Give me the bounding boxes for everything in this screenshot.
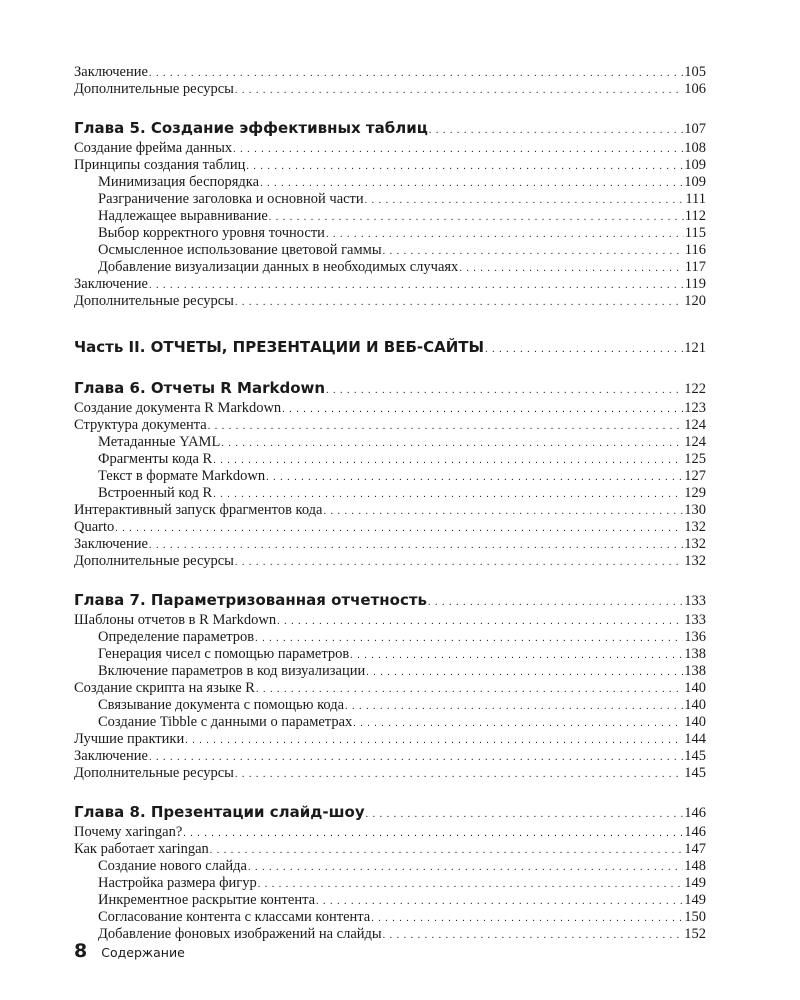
toc-entry-title: Глава 5. Создание эффективных таблиц (74, 119, 428, 137)
toc-entry-title: Определение параметров (98, 629, 255, 645)
toc-chapter-heading (74, 801, 706, 823)
dot-leader (353, 715, 683, 732)
toc-entry (74, 64, 706, 81)
toc-entry-title: Создание нового слайда (98, 858, 247, 874)
toc-entry-page: 148 (684, 858, 706, 874)
toc-entry-page: 115 (684, 225, 706, 241)
toc-entry (74, 208, 706, 225)
toc-entry (74, 553, 706, 570)
toc-entry (74, 629, 706, 646)
toc-entry-page: 127 (684, 468, 706, 484)
toc-entry-title: Заключение (74, 748, 148, 764)
toc-entry (74, 858, 706, 875)
toc-entry-page: 124 (684, 417, 706, 433)
toc-entry-page: 149 (684, 892, 706, 908)
toc-entry-page: 116 (684, 242, 706, 258)
dot-leader (235, 554, 683, 571)
toc-entry-page: 146 (684, 824, 706, 840)
toc-part-heading (74, 336, 706, 358)
dot-leader (269, 209, 684, 226)
toc-entry-title: Глава 6. Отчеты R Markdown (74, 379, 326, 397)
table-of-contents (74, 64, 706, 943)
toc-entry-page: 109 (684, 157, 706, 173)
toc-entry-title: Лучшие практики (74, 731, 185, 747)
dot-leader (282, 401, 683, 418)
toc-entry-page: 117 (684, 259, 706, 275)
toc-entry-title: Дополнительные ресурсы (74, 293, 234, 309)
toc-entry-title: Почему xaringan? (74, 824, 183, 840)
toc-chapter-heading (74, 589, 706, 611)
toc-entry-title: Шаблоны отчетов в R Markdown (74, 612, 277, 628)
toc-entry-page: 109 (684, 174, 706, 190)
toc-entry-page: 149 (684, 875, 706, 891)
toc-entry-page: 152 (684, 926, 706, 942)
dot-leader (258, 876, 684, 893)
toc-entry-page: 123 (684, 400, 706, 416)
dot-leader (371, 910, 683, 927)
toc-entry (74, 451, 706, 468)
toc-entry-page: 138 (684, 663, 706, 679)
toc-entry-page: 145 (684, 765, 706, 781)
toc-entry (74, 765, 706, 782)
dot-leader (115, 520, 683, 537)
toc-entry-title: Заключение (74, 276, 148, 292)
toc-entry (74, 502, 706, 519)
toc-entry (74, 841, 706, 858)
toc-chapter-heading (74, 117, 706, 139)
toc-entry (74, 434, 706, 451)
toc-entry-page: 150 (684, 909, 706, 925)
toc-entry (74, 140, 706, 157)
dot-leader (266, 469, 683, 486)
toc-entry-title: Структура документа (74, 417, 207, 433)
dot-leader (383, 243, 684, 260)
toc-entry (74, 663, 706, 680)
toc-entry-title: Настройка размера фигур (98, 875, 257, 891)
dot-leader (246, 158, 683, 175)
toc-entry-title: Согласование контента с классами контента (98, 909, 371, 925)
dot-leader (185, 732, 683, 749)
page-footer (74, 940, 185, 962)
dot-leader (149, 537, 683, 554)
toc-entry (74, 892, 706, 909)
dot-leader (260, 175, 683, 192)
dot-leader (255, 630, 683, 647)
dot-leader (366, 664, 683, 681)
dot-leader (429, 120, 683, 142)
toc-entry-title: Заключение (74, 64, 148, 80)
toc-entry-page: 107 (684, 121, 706, 137)
toc-entry (74, 612, 706, 629)
toc-entry (74, 400, 706, 417)
toc-entry (74, 875, 706, 892)
toc-entry-title: Дополнительные ресурсы (74, 81, 234, 97)
toc-entry (74, 536, 706, 553)
toc-entry-title: Осмысленное использование цветовой гаммы (98, 242, 382, 258)
toc-entry-page: 119 (684, 276, 706, 292)
toc-entry-page: 136 (684, 629, 706, 645)
toc-entry-page: 140 (684, 697, 706, 713)
dot-leader (221, 435, 683, 452)
dot-leader (383, 927, 684, 944)
toc-entry-title: Добавление фоновых изображений на слайды (98, 926, 382, 942)
toc-entry-page: 132 (684, 536, 706, 552)
toc-entry-title: Заключение (74, 536, 148, 552)
toc-entry-title: Разграничение заголовка и основной части (98, 191, 364, 207)
toc-entry-page: 108 (684, 140, 706, 156)
dot-leader (365, 192, 685, 209)
toc-entry (74, 468, 706, 485)
toc-entry-title: Quarto (74, 519, 115, 535)
toc-entry (74, 485, 706, 502)
dot-leader (326, 380, 683, 402)
dot-leader (208, 418, 684, 435)
toc-entry-page: 133 (684, 593, 706, 609)
toc-entry-title: Глава 8. Презентации слайд-шоу (74, 803, 365, 821)
toc-entry-title: Минимизация беспорядка (98, 174, 260, 190)
toc-entry-title: Как работает xaringan (74, 841, 209, 857)
dot-leader (233, 141, 683, 158)
toc-entry-page: 140 (684, 714, 706, 730)
toc-entry (74, 157, 706, 174)
toc-entry-page: 129 (684, 485, 706, 501)
toc-entry-title: Выбор корректного уровня точности (98, 225, 325, 241)
dot-leader (428, 592, 683, 614)
toc-entry-page: 144 (684, 731, 706, 747)
toc-entry-title: Часть II. ОТЧЕТЫ, ПРЕЗЕНТАЦИИ И ВЕБ-САЙТЫ (74, 338, 485, 356)
dot-leader (459, 260, 683, 277)
dot-leader (235, 294, 683, 311)
dot-leader (149, 749, 683, 766)
toc-entry-title: Инкрементное раскрытие контента (98, 892, 316, 908)
toc-entry-page: 106 (684, 81, 706, 97)
dot-leader (210, 842, 683, 859)
toc-entry (74, 259, 706, 276)
toc-entry (74, 731, 706, 748)
toc-entry (74, 276, 706, 293)
toc-entry-title: Создание Tibble с данными о параметрах (98, 714, 353, 730)
toc-entry (74, 242, 706, 259)
toc-entry-page: 138 (684, 646, 706, 662)
dot-leader (350, 647, 683, 664)
toc-entry-page: 112 (684, 208, 706, 224)
toc-entry-page: 120 (684, 293, 706, 309)
toc-entry-title: Дополнительные ресурсы (74, 765, 234, 781)
dot-leader (366, 804, 684, 826)
toc-entry-page: 140 (684, 680, 706, 696)
dot-leader (324, 503, 684, 520)
dot-leader (213, 486, 683, 503)
toc-entry-title: Глава 7. Параметризованная отчетность (74, 591, 428, 609)
page-number: 8 (74, 940, 88, 962)
toc-entry-page: 125 (684, 451, 706, 467)
toc-entry-page: 145 (684, 748, 706, 764)
toc-entry-page: 121 (684, 340, 706, 356)
toc-entry-title: Связывание документа с помощью кода (98, 697, 345, 713)
toc-entry-title: Интерактивный запуск фрагментов кода (74, 502, 323, 518)
toc-entry (74, 225, 706, 242)
toc-entry (74, 417, 706, 434)
dot-leader (345, 698, 683, 715)
toc-entry (74, 646, 706, 663)
dot-leader (316, 893, 683, 910)
toc-entry (74, 714, 706, 731)
dot-leader (183, 825, 683, 842)
toc-entry (74, 909, 706, 926)
toc-entry-title: Включение параметров в код визуализации (98, 663, 366, 679)
toc-entry-title: Принципы создания таблиц (74, 157, 246, 173)
dot-leader (248, 859, 683, 876)
dot-leader (149, 65, 683, 82)
toc-chapter-heading (74, 377, 706, 399)
toc-entry-page: 146 (684, 805, 706, 821)
toc-entry (74, 191, 706, 208)
toc-entry-title: Создание фрейма данных (74, 140, 233, 156)
toc-entry-title: Добавление визуализации данных в необходимых случаях (98, 259, 459, 275)
toc-entry-page: 147 (684, 841, 706, 857)
toc-entry-title: Метаданные YAML (98, 434, 221, 450)
dot-leader (235, 766, 683, 783)
toc-entry-title: Создание документа R Markdown (74, 400, 282, 416)
toc-entry-title: Встроенный код R (98, 485, 213, 501)
toc-entry (74, 748, 706, 765)
toc-entry-title: Надлежащее выравнивание (98, 208, 268, 224)
toc-entry-page: 122 (684, 381, 706, 397)
toc-entry-page: 130 (684, 502, 706, 518)
toc-entry (74, 697, 706, 714)
dot-leader (326, 226, 684, 243)
toc-entry (74, 680, 706, 697)
toc-entry-title: Фрагменты кода R (98, 451, 213, 467)
toc-entry-title: Создание скрипта на языке R (74, 680, 255, 696)
toc-entry-title: Генерация чисел с помощью параметров (98, 646, 350, 662)
dot-leader (235, 82, 683, 99)
toc-entry (74, 519, 706, 536)
toc-entry-page: 133 (684, 612, 706, 628)
toc-entry-page: 132 (684, 519, 706, 535)
toc-entry (74, 824, 706, 841)
toc-entry (74, 81, 706, 98)
dot-leader (277, 613, 683, 630)
toc-entry-page: 111 (685, 191, 706, 207)
toc-entry-page: 132 (684, 553, 706, 569)
dot-leader (256, 681, 683, 698)
toc-entry (74, 174, 706, 191)
dot-leader (213, 452, 683, 469)
dot-leader (485, 339, 683, 361)
toc-entry-title: Текст в формате Markdown (98, 468, 266, 484)
toc-entry-title: Дополнительные ресурсы (74, 553, 234, 569)
toc-entry-page: 105 (684, 64, 706, 80)
toc-entry-page: 124 (684, 434, 706, 450)
dot-leader (149, 277, 684, 294)
toc-entry (74, 293, 706, 310)
running-footer-label: Содержание (101, 945, 185, 960)
